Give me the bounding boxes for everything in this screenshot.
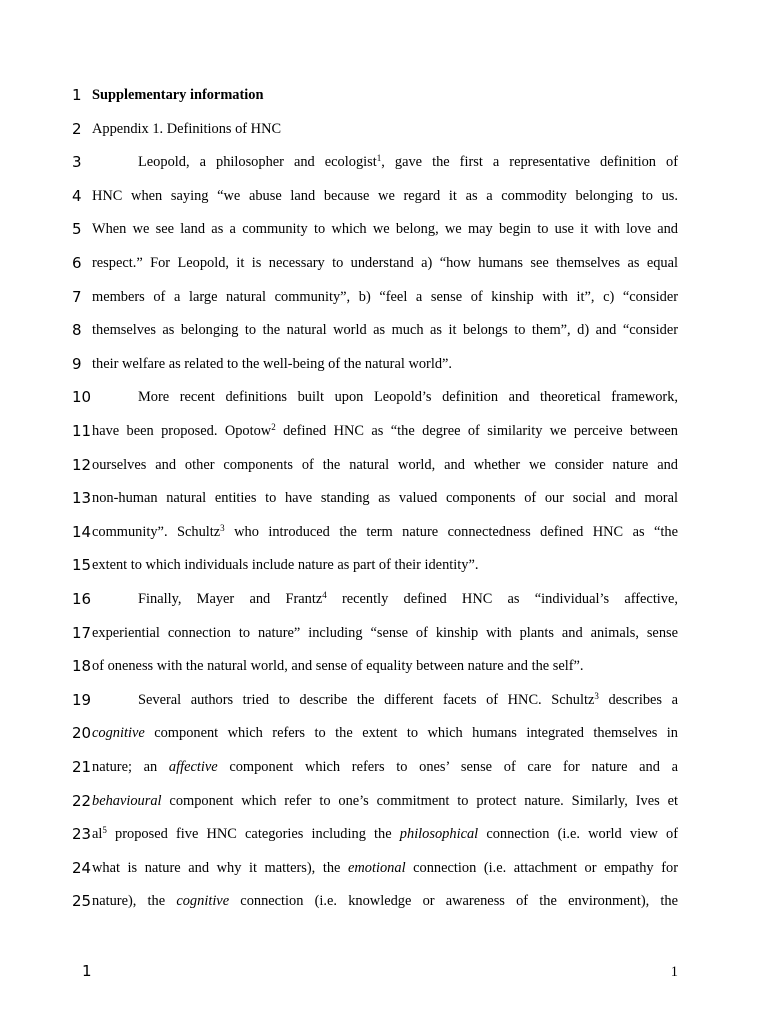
text-segment: describes a: [598, 691, 678, 708]
text-segment: respect.” For Leopold, it is necessary to understand a) “how humans see themselves as equal: [92, 255, 678, 271]
document-line: [0, 419, 770, 443]
text-segment: connection (i.e. attachment or empathy for: [405, 859, 678, 876]
line-number: 7: [72, 287, 82, 306]
line-number: 15: [72, 556, 92, 575]
line-number: 24: [72, 858, 92, 877]
page-number: 1: [670, 964, 678, 980]
document-line: [0, 251, 770, 275]
document-line: [0, 688, 770, 712]
text-segment: nature), the: [92, 893, 177, 910]
text-segment: themselves as belonging to the natural world as much as it belongs to them”, d) and “consider: [92, 322, 678, 339]
document-line: [0, 822, 770, 846]
document-line: [0, 217, 770, 241]
line-number: 19: [72, 690, 92, 709]
line-text: [92, 654, 678, 678]
text-segment: component which refers to the extent to which humans integrated themselves in: [144, 725, 678, 742]
text-segment: defined HNC as “the degree of similarity we perceive between: [275, 423, 678, 439]
text-segment: component which refers to ones’ sense of care for nature and a: [217, 759, 678, 775]
line-text: [92, 520, 678, 544]
text-segment: More recent definitions built upon Leopold’s definition and theoretical framework,: [138, 389, 678, 406]
emphasis-text: cognitive: [92, 725, 145, 742]
document-line: [0, 184, 770, 208]
document-line: [0, 318, 770, 342]
text-segment: Leopold, a philosopher and ecologist: [138, 154, 377, 171]
line-text: [92, 117, 678, 141]
line-number: 8: [72, 321, 82, 340]
line-number: 12: [72, 455, 92, 474]
document-line: [0, 654, 770, 678]
citation-superscript: 3: [594, 690, 599, 701]
text-segment: extent to which individuals include nature as part of their identity”.: [92, 557, 479, 574]
text-segment: Several authors tried to describe the different facets of HNC. Schultz: [138, 691, 595, 708]
text-segment: recently defined HNC as “individual’s affective,: [326, 591, 678, 607]
document-line: [0, 486, 770, 510]
line-text: [92, 621, 678, 645]
line-number: 6: [72, 254, 82, 272]
line-text: [92, 889, 678, 913]
line-number: 2: [72, 119, 82, 138]
text-segment: what is nature and why it matters), the: [92, 859, 349, 876]
line-number: 22: [72, 791, 92, 810]
line-number: 9: [72, 354, 82, 373]
text-segment: Appendix 1. Definitions of HNC: [92, 120, 282, 137]
text-segment: Finally, Mayer and Frantz: [138, 591, 323, 607]
line-text: [92, 856, 678, 880]
document-line: [0, 553, 770, 577]
line-number: 10: [72, 388, 92, 407]
citation-superscript: 4: [322, 590, 327, 600]
section-heading: Supplementary information: [92, 87, 264, 103]
text-segment: who introduced the term nature connectedness defined HNC as “the: [224, 523, 678, 540]
text-segment: of oneness with the natural world, and sense of equality between nature and the self”.: [92, 658, 584, 675]
document-line: [0, 83, 770, 107]
document-line: [0, 117, 770, 141]
line-text: [138, 385, 678, 409]
document-line: [0, 352, 770, 376]
document-line: [0, 385, 770, 409]
line-text: [92, 352, 678, 376]
document-line: [0, 285, 770, 309]
text-segment: When we see land as a community to which we belong, we may begin to use it with love and: [92, 221, 678, 238]
document-line: [0, 889, 770, 913]
line-number: 23: [72, 825, 92, 844]
line-text: [138, 688, 678, 712]
line-number: 25: [72, 892, 92, 911]
text-segment: non-human natural entities to have standing as valued components of our social and moral: [92, 490, 678, 507]
line-number: 3: [72, 153, 82, 172]
emphasis-text: philosophical: [399, 826, 479, 843]
text-segment: , gave the first a representative definition of: [381, 154, 678, 171]
text-segment: al: [92, 826, 103, 843]
line-text: [92, 83, 678, 107]
citation-superscript: 3: [220, 522, 225, 533]
text-segment: their welfare as related to the well-being of the natural world”.: [92, 355, 453, 372]
line-text: [92, 251, 678, 275]
document-line: [0, 587, 770, 611]
line-number: 13: [72, 489, 92, 508]
text-segment: component which refer to one’s commitment to protect nature. Similarly, Ives et: [161, 792, 678, 809]
emphasis-text: affective: [168, 759, 218, 775]
line-text: [92, 285, 678, 309]
line-number: 4: [72, 186, 82, 205]
text-segment: connection (i.e. world view of: [478, 826, 678, 843]
line-text: [92, 184, 678, 208]
line-text: [138, 150, 678, 174]
document-line: [0, 453, 770, 477]
line-number: 1: [72, 86, 82, 104]
line-number: 11: [72, 422, 92, 440]
text-segment: have been proposed. Opotow: [92, 423, 272, 439]
text-segment: connection (i.e. knowledge or awareness of the environment), the: [229, 893, 678, 910]
footer-line-number: 1: [82, 962, 92, 980]
line-text: [92, 486, 678, 510]
text-segment: members of a large natural community”, b) “feel a sense of kinship with it”, c) “consider: [92, 288, 678, 305]
citation-superscript: 2: [271, 422, 276, 432]
emphasis-text: cognitive: [176, 893, 230, 910]
text-segment: HNC when saying “we abuse land because we regard it as a commodity belonging to us.: [92, 187, 678, 204]
text-segment: community”. Schultz: [92, 523, 221, 540]
citation-superscript: 1: [376, 153, 382, 164]
line-text: [138, 587, 678, 611]
line-number: 21: [72, 758, 92, 776]
text-segment: experiential connection to nature” including “sense of kinship with plants and animals, sense: [92, 624, 678, 641]
line-number: 16: [72, 590, 92, 608]
line-text: [92, 419, 678, 443]
text-segment: proposed five HNC categories including the: [106, 826, 400, 843]
line-text: [92, 217, 678, 241]
line-number: 18: [72, 657, 92, 676]
emphasis-text: behavioural: [92, 792, 162, 809]
citation-superscript: 5: [102, 825, 107, 836]
document-line: [0, 621, 770, 645]
line-text: [92, 755, 678, 779]
document-line: [0, 721, 770, 745]
line-text: [92, 721, 678, 745]
line-number: 20: [72, 724, 92, 743]
line-number: 17: [72, 623, 92, 642]
line-number: 5: [72, 220, 82, 239]
line-number: 14: [72, 522, 92, 541]
document-line: [0, 150, 770, 174]
line-text: [92, 318, 678, 342]
line-text: [92, 453, 678, 477]
document-line: [0, 755, 770, 779]
line-text: [92, 822, 678, 846]
emphasis-text: emotional: [348, 859, 406, 876]
document-line: [0, 856, 770, 880]
text-segment: nature; an: [92, 759, 169, 775]
line-text: [92, 553, 678, 577]
document-line: [0, 520, 770, 544]
text-segment: ourselves and other components of the natural world, and whether we consider nature and: [92, 456, 678, 473]
line-text: [92, 789, 678, 813]
document-line: [0, 789, 770, 813]
